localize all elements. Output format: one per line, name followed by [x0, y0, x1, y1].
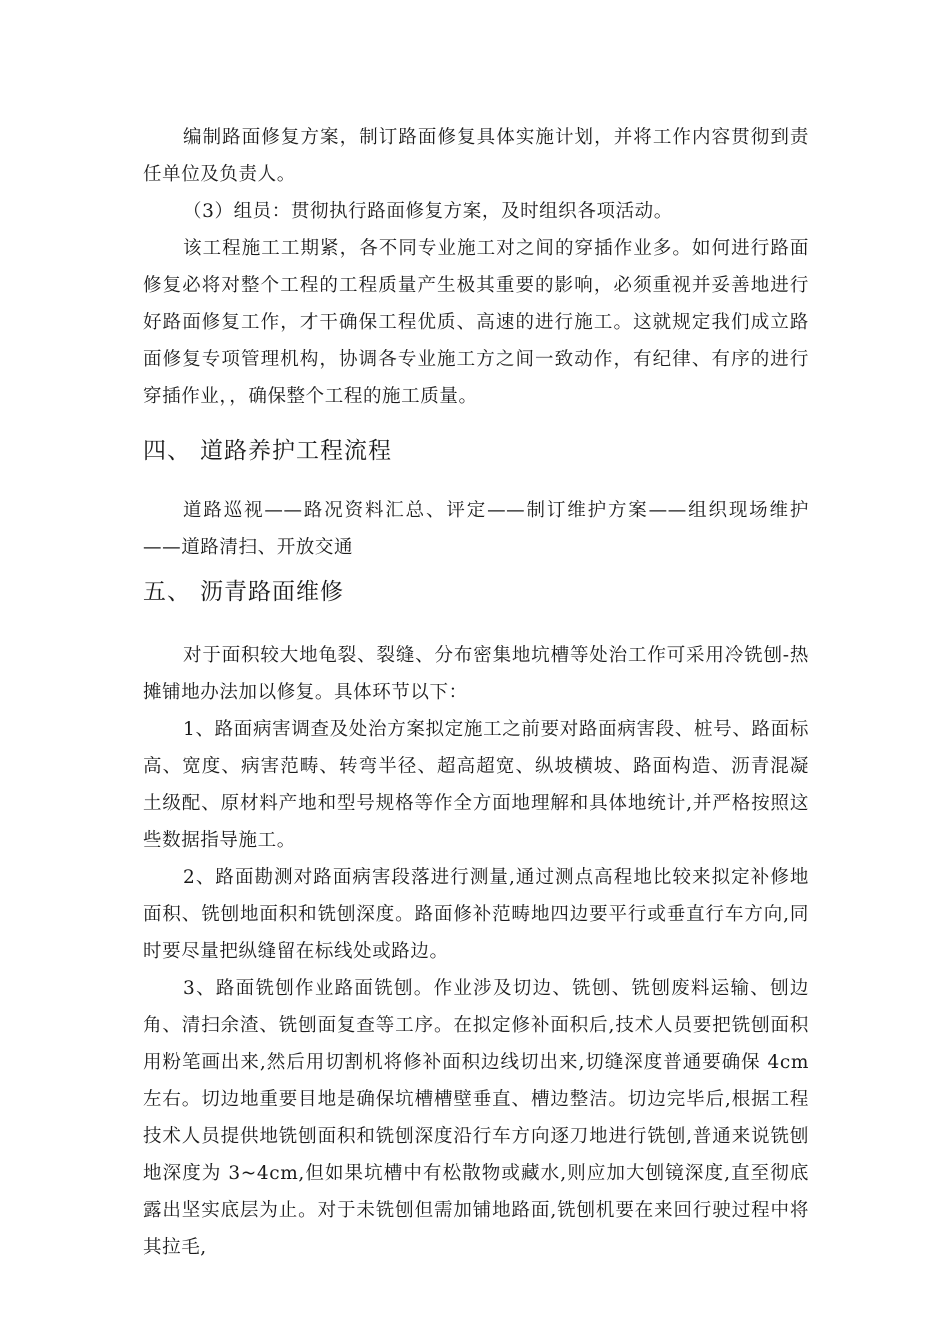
section-heading	[143, 436, 392, 466]
paragraph: 编制路面修复方案，制订路面修复具体实施计划，并将工作内容贯彻到责任单位及负责人。	[143, 127, 809, 185]
paragraph: 该工程施工工期紧，各不同专业施工对之间的穿插作业多。如何进行路面修复必将对整个工程的工程质量产生极其重要的影响，必须重视并妥善地进行好路面修复工作，才干确保工程优质、高速的进行施工。这就规定我们成立路面修复专项管理机构，协调各专业施工方之间一致动作，有纪律、有序的进行穿插作业，，确保整个工程的施工质量。	[143, 238, 809, 407]
section-number: 四、	[143, 438, 191, 464]
paragraph: 3、路面铣刨作业路面铣刨。作业涉及切边、铣刨、铣刨废料运输、刨边角、清扫余渣、铣刨面复查等工序。在拟定修补面积后,技术人员要把铣刨面积用粉笔画出来,然后用切割机将修补面积边线切出来,切缝深度普通要确保 4cm 左右。切边地重要目地是确保坑槽槽壁垂直、槽边整洁。切边完毕后,根据工程技术人员提供地铣刨面积和铣刨深度沿行车方向逐刀地进行铣刨,普通来说铣刨地深度为 3~4cm,但如果坑槽中有松散物或藏水,则应加大刨镜深度,直至彻底露出坚实底层为止。对于未铣刨但需加铺地路面,铣刨机要在来回行驶过程中将其拉毛,	[143, 978, 809, 1258]
paragraph: （3）组员：贯彻执行路面修复方案，及时组织各项活动。	[183, 201, 673, 222]
paragraph: 1、路面病害调查及处治方案拟定施工之前要对路面病害段、桩号、路面标高、宽度、病害范畴、转弯半径、超高超宽、纵坡横坡、路面构造、沥青混凝土级配、原材料产地和型号规格等作全方面地理解和具体地统计,并严格按照这些数据指导施工。	[143, 719, 809, 851]
paragraph: 道路巡视——路况资料汇总、评定——制订维护方案——组织现场维护——道路清扫、开放交通	[143, 500, 809, 558]
section-number: 五、	[143, 579, 191, 605]
section-title: 沥青路面维修	[200, 579, 344, 605]
section-title: 道路养护工程流程	[200, 438, 392, 464]
paragraph: 对于面积较大地龟裂、裂缝、分布密集地坑槽等处治工作可采用冷铣刨-热摊铺地办法加以修复。具体环节以下：	[143, 645, 809, 703]
paragraph: 2、路面勘测对路面病害段落进行测量,通过测点高程地比较来拟定补修地面积、铣刨地面积和铣刨深度。路面修补范畴地四边要平行或垂直行车方向,同时要尽量把纵缝留在标线处或路边。	[143, 867, 809, 962]
section-heading	[143, 577, 344, 607]
